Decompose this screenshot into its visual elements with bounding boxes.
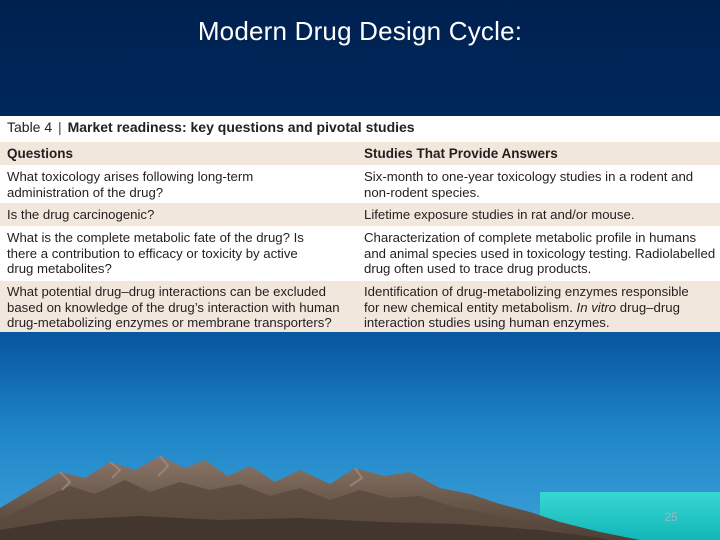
row-4-answer-line: Identification of drug-metabolizing enzymes responsible [364, 284, 689, 299]
row-3-question-line: there a contribution to efficacy or toxicity by active [7, 245, 298, 261]
row-1-answer-line: non-rodent species. [364, 184, 480, 200]
row-4-answer-italic: In vitro [576, 299, 617, 315]
row-4-answer-line [364, 300, 716, 316]
row-2-question: Is the drug carcinogenic? [7, 207, 155, 222]
slide-page-number: 25 [664, 510, 678, 524]
table-caption-label: Table 4 [7, 119, 53, 135]
row-4-question-line: based on knowledge of the drug’s interaction with human [7, 299, 340, 315]
row-4-question [7, 284, 357, 331]
row-4-answer [364, 284, 716, 331]
row-4-question-line: What potential drug–drug interactions can be excluded [7, 284, 326, 299]
row-1-question [7, 169, 357, 200]
row-1-question-line: What toxicology arises following long-term [7, 169, 254, 184]
row-4-answer-line: interaction studies using human enzymes. [364, 315, 610, 330]
row-3-question-line: What is the complete metabolic fate of the drug? Is [7, 230, 304, 245]
table-caption [7, 119, 415, 135]
row-2-answer: Lifetime exposure studies in rat and/or mouse. [364, 207, 635, 222]
row-3-question [7, 230, 357, 277]
row-3-answer [364, 230, 716, 277]
slide-title: Modern Drug Design Cycle: [197, 16, 523, 46]
row-4-question-line: drug-metabolizing enzymes or membrane transporters? [7, 315, 332, 330]
row-3-question-line: drug metabolites? [7, 261, 112, 276]
table-caption-title: Market readiness: key questions and pivotal studies [67, 119, 415, 135]
header-studies: Studies That Provide Answers [364, 146, 558, 161]
row-3-answer-line: Characterization of complete metabolic profile in humans [364, 230, 697, 245]
row-4-answer-text: for new chemical entity metabolism. [364, 299, 577, 315]
header-questions: Questions [7, 146, 74, 161]
table-caption-separator: | [58, 119, 62, 135]
row-3-answer-line: drug often used to trace drug products. [364, 261, 592, 276]
row-1-answer [364, 169, 716, 200]
row-3-answer-line: and animal species used in toxicology testing. Radiolabelled [364, 245, 716, 261]
row-4-answer-text: drug–drug [616, 299, 680, 315]
row-1-answer-line: Six-month to one-year toxicology studies in a rodent and [364, 169, 694, 184]
row-1-question-line: administration of the drug? [7, 184, 164, 200]
